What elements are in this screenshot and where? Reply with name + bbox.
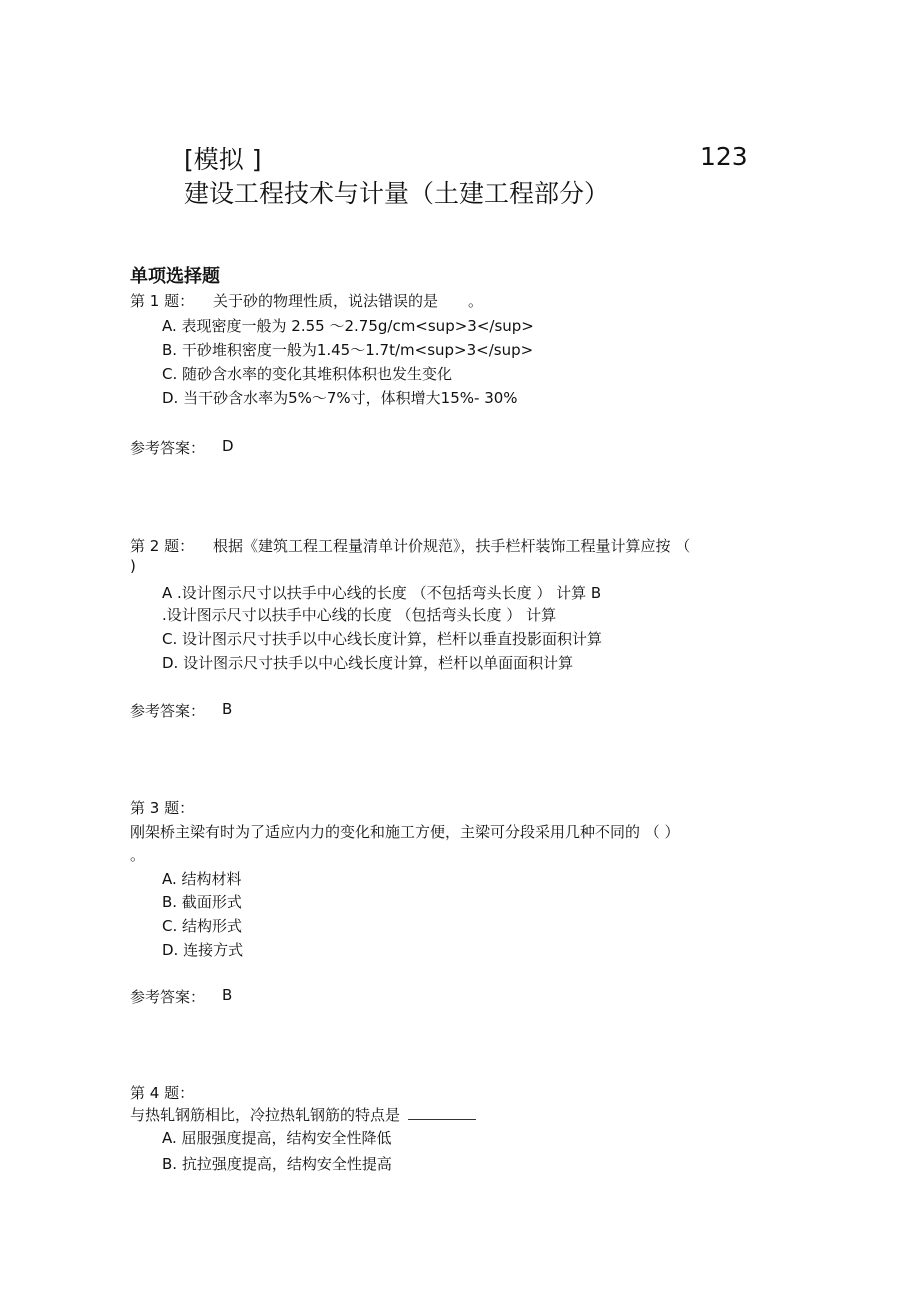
question-2-option-d: D. 设计图示尺寸扶手以中心线长度计算，栏杆以单面面积计算 <box>162 654 574 672</box>
question-4-text-row <box>130 1104 476 1125</box>
section-title: 单项选择题 <box>130 266 220 287</box>
question-3-option-c: C. 结构形式 <box>162 917 243 935</box>
question-2-answer-label: 参考答案： <box>130 702 206 720</box>
question-1-label: 第 1 题： <box>130 292 195 310</box>
question-2-label: 第 2 题： <box>130 537 195 555</box>
question-1-option-a: A. 表现密度一般为 2.55 ～2.75g/cm<sup>3</sup> <box>162 317 534 335</box>
question-3-option-a: A. 结构材料 <box>162 870 242 888</box>
question-3-option-d: D. 连接方式 <box>162 941 244 959</box>
answer-blank <box>408 1107 476 1120</box>
doc-bracket-label: [模拟 ] <box>184 145 262 174</box>
question-3-answer-label: 参考答案： <box>130 988 206 1006</box>
question-3-answer: B <box>222 986 233 1004</box>
question-2-text-cont: ) <box>130 557 136 575</box>
question-1-answer: D <box>222 437 234 455</box>
question-2-option-b: .设计图示尺寸以扶手中心线的长度 （包括弯头长度 ） 计算 <box>162 606 557 624</box>
question-3-option-b: B. 截面形式 <box>162 893 242 911</box>
question-3-text-cont: 。 <box>130 846 146 864</box>
question-4-label: 第 4 题： <box>130 1084 195 1102</box>
question-1-answer-label: 参考答案： <box>130 439 206 457</box>
question-4-option-b: B. 抗拉强度提高，结构安全性提高 <box>162 1155 392 1173</box>
question-3-label: 第 3 题： <box>130 799 195 817</box>
doc-title: 建设工程技术与计量（土建工程部分） <box>184 179 610 208</box>
question-1-option-d: D. 当干砂含水率为5%～7%寸，体积增大15%- 30% <box>162 389 518 407</box>
question-1-text: 关于砂的物理性质，说法错误的是 。 <box>213 292 484 310</box>
question-2-answer: B <box>222 700 233 718</box>
question-2-option-a: A .设计图示尺寸以扶手中心线的长度 （不包括弯头长度 ） 计算 B <box>162 584 602 602</box>
question-2-text: 根据《建筑工程工程量清单计价规范》，扶手栏杆装饰工程量计算应按 （ <box>213 537 691 555</box>
doc-number: 123 <box>700 142 748 171</box>
question-4-option-a: A. 屈服强度提高，结构安全性降低 <box>162 1129 392 1147</box>
question-2-option-c: C. 设计图示尺寸扶手以中心线长度计算，栏杆以垂直投影面积计算 <box>162 630 603 648</box>
question-1-option-c: C. 随砂含水率的变化其堆积体积也发生变化 <box>162 365 453 383</box>
question-4-text: 与热轧钢筋相比，冷拉热轧钢筋的特点是 <box>130 1106 401 1124</box>
question-1-option-b: B. 干砂堆积密度一般为1.45～1.7t/m<sup>3</sup> <box>162 341 534 359</box>
question-3-text: 刚架桥主梁有时为了适应内力的变化和施工方便，主梁可分段采用几种不同的 （ ） <box>130 823 680 841</box>
